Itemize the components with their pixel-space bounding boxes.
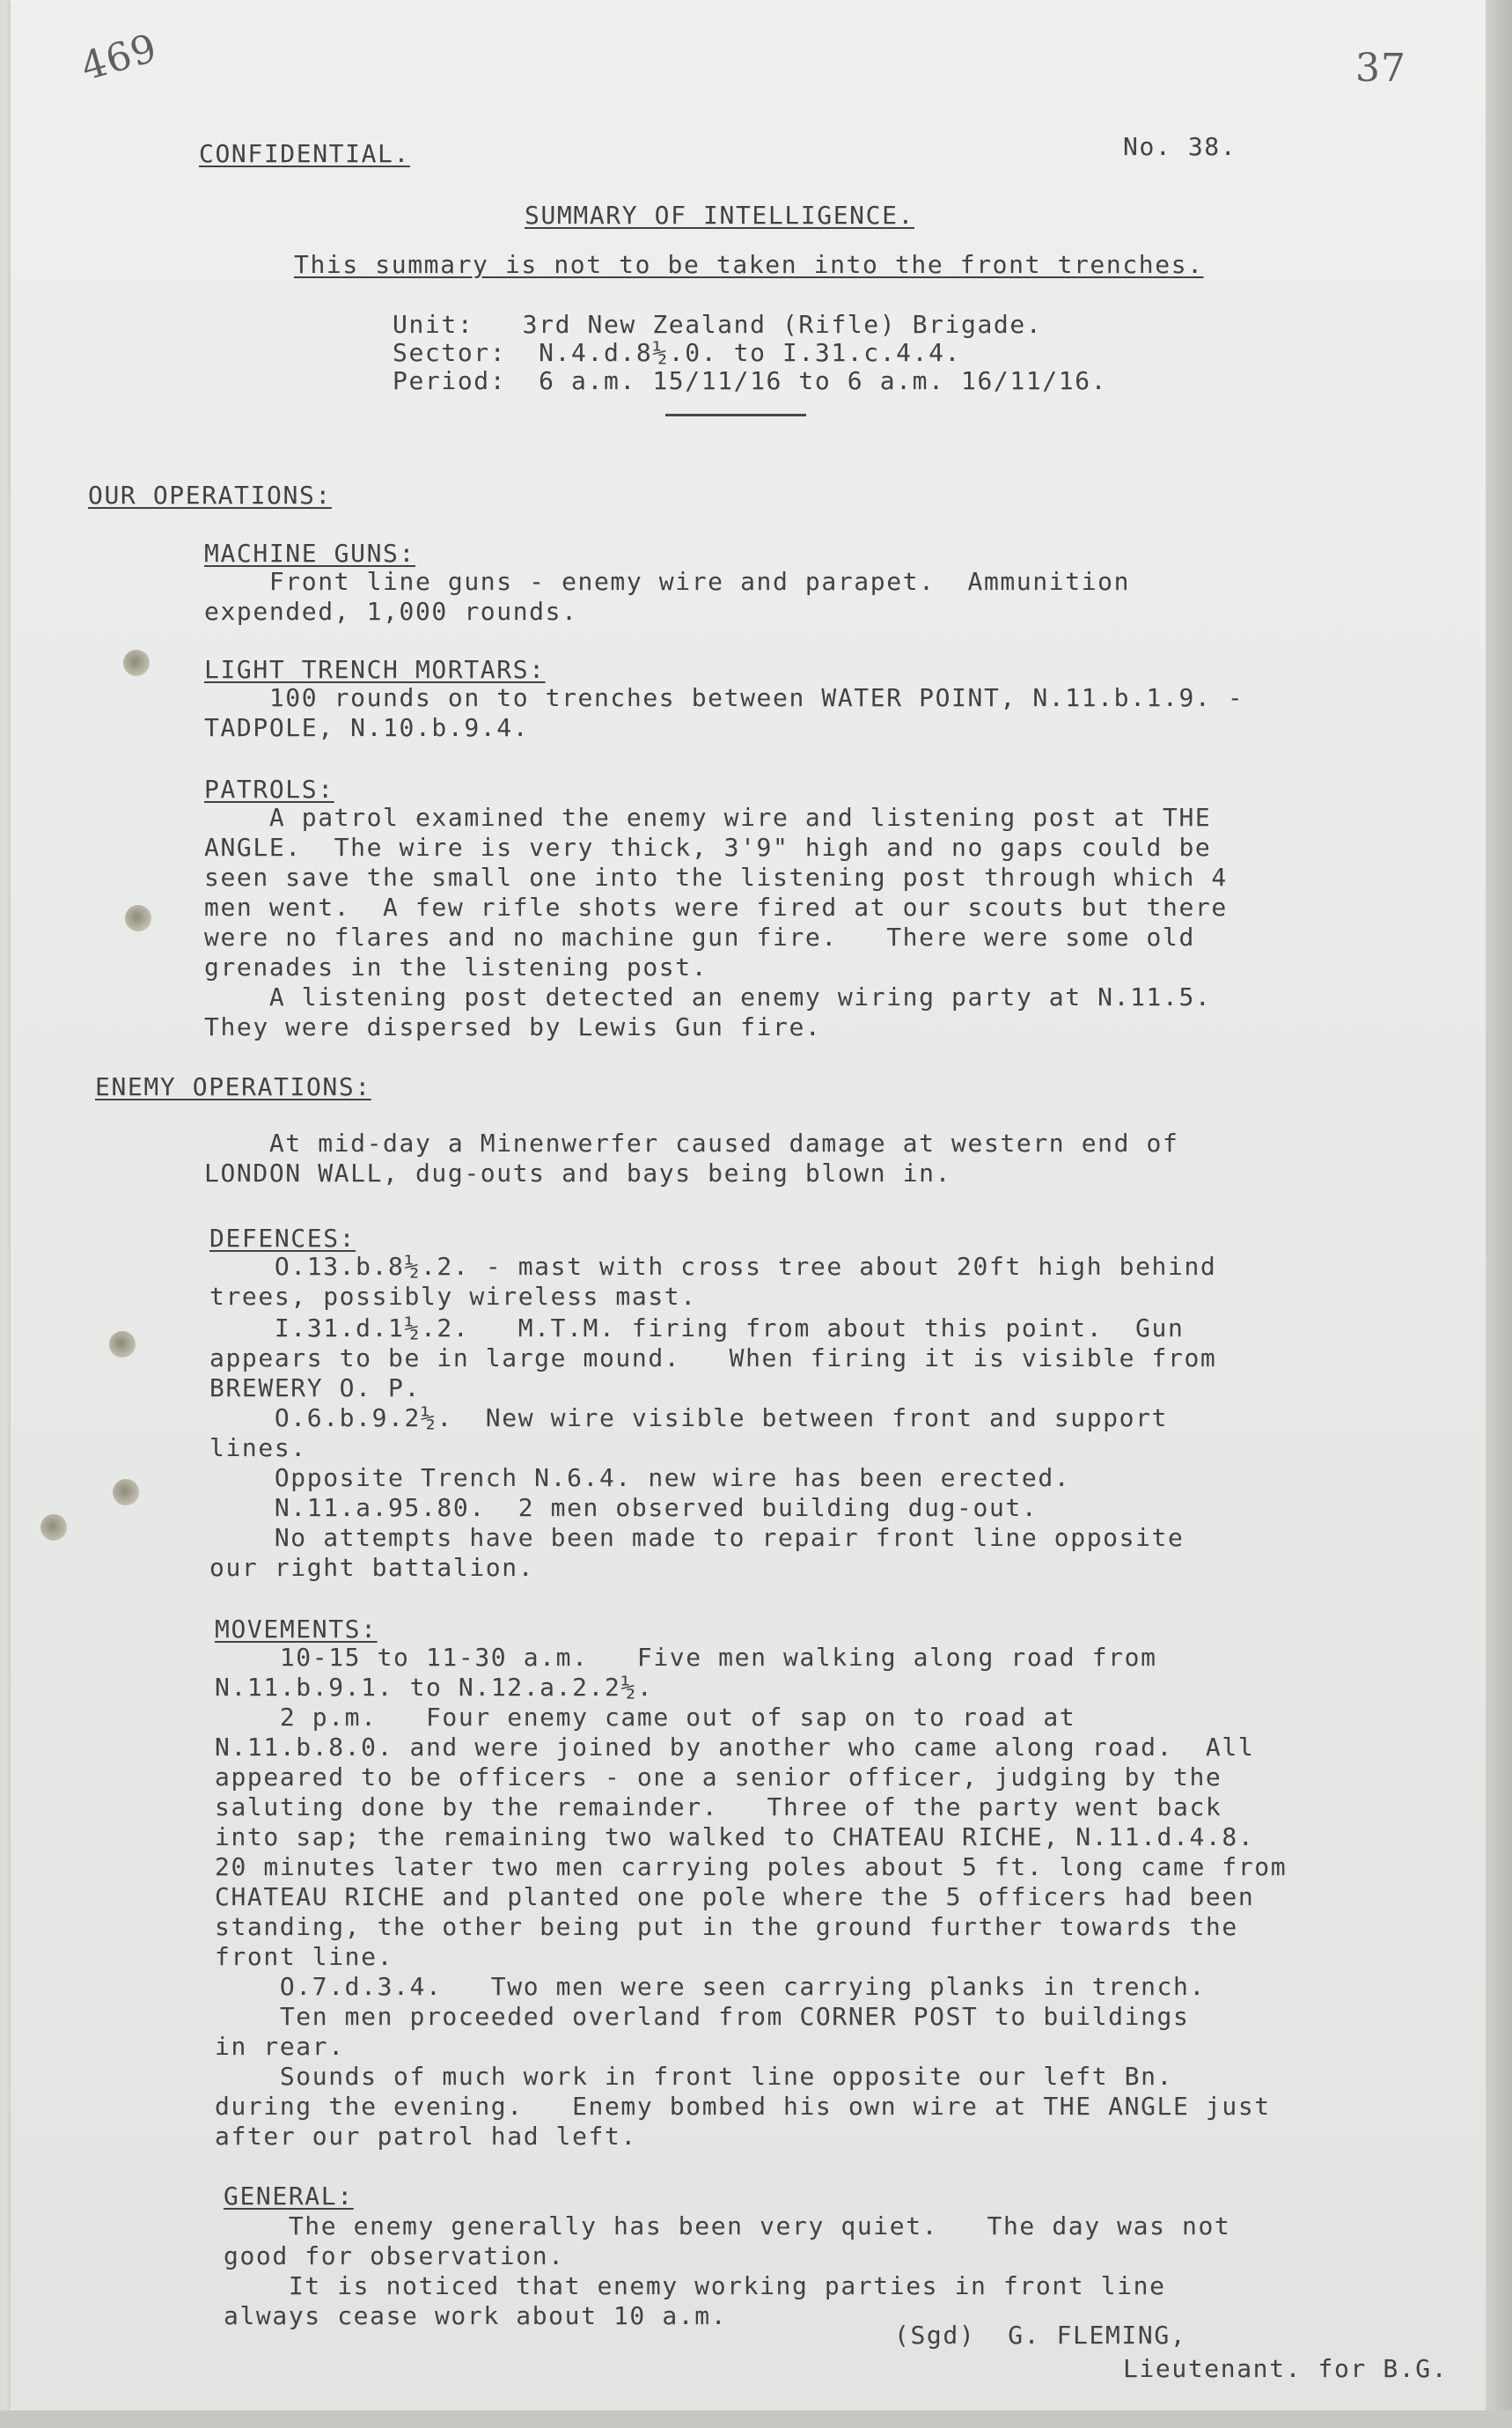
punch-hole — [123, 650, 150, 676]
text-line: O.6.b.9.2½. New wire visible between front and support — [209, 1403, 1168, 1432]
archive-number: 469 — [76, 25, 163, 91]
text-line: The enemy generally has been very quiet. The day was not — [224, 2211, 1231, 2240]
text-line: No attempts have been made to repair front line opposite — [209, 1523, 1185, 1552]
subheading-machine-guns: MACHINE GUNS: — [204, 539, 415, 568]
subheading-defences: DEFENCES: — [209, 1224, 356, 1253]
text-line: appears to be in large mound. When firing it is visible from — [209, 1343, 1217, 1372]
text-line: N.11.b.9.1. to N.12.a.2.2½. — [215, 1673, 654, 1702]
page-number: 37 — [1355, 46, 1406, 91]
text-line: LONDON WALL, dug-outs and bays being blown in. — [204, 1159, 952, 1188]
text-line: Front line guns - enemy wire and parapet. Ammunition — [204, 567, 1131, 596]
text-line: seen save the small one into the listening post through which 4 — [204, 863, 1228, 892]
text-line: saluting done by the remainder. Three of the party went back — [215, 1792, 1222, 1821]
signature-rank: Lieutenant. for B.G. — [1123, 2354, 1449, 2383]
punch-hole — [113, 1479, 139, 1505]
text-line: ANGLE. The wire is very thick, 3'9" high and no gaps could be — [204, 833, 1212, 862]
punch-hole — [125, 905, 151, 931]
text-line: Sounds of much work in front line opposite our left Bn. — [215, 2062, 1173, 2091]
signature-name: (Sgd) G. FLEMING, — [894, 2321, 1187, 2350]
text-line: A listening post detected an enemy wiring party at N.11.5. — [204, 982, 1212, 1012]
text-line: A patrol examined the enemy wire and listening post at THE — [204, 803, 1212, 832]
text-line: Ten men proceeded overland from CORNER POST to buildings — [215, 2002, 1190, 2031]
text-line: N.11.a.95.80. 2 men observed building dug-out. — [209, 1493, 1039, 1522]
text-line: were no flares and no machine gun fire. There were some old — [204, 923, 1195, 952]
page-bottom-edge — [0, 2410, 1512, 2428]
text-line: O.7.d.3.4. Two men were seen carrying planks in trench. — [215, 1972, 1206, 2001]
period-line: Period: 6 a.m. 15/11/16 to 6 a.m. 16/11/16. — [393, 366, 1108, 395]
unit-line: Unit: 3rd New Zealand (Rifle) Brigade. — [393, 310, 1043, 339]
text-line: men went. A few rifle shots were fired at our scouts but there — [204, 893, 1228, 922]
text-line: It is noticed that enemy working parties in front line — [224, 2271, 1166, 2300]
header-divider — [665, 414, 806, 416]
text-line: 2 p.m. Four enemy came out of sap on to road at — [215, 1703, 1076, 1732]
section-heading-our-operations: OUR OPERATIONS: — [88, 481, 332, 510]
text-line: during the evening. Enemy bombed his own wire at THE ANGLE just — [215, 2092, 1271, 2121]
punch-hole — [40, 1514, 67, 1541]
sector-line: Sector: N.4.d.8½.0. to I.31.c.4.4. — [393, 338, 962, 367]
text-line: front line. — [215, 1942, 394, 1971]
text-line: after our patrol had left. — [215, 2122, 637, 2151]
subheading-light-trench-mortars: LIGHT TRENCH MORTARS: — [204, 655, 546, 684]
text-line: O.13.b.8½.2. - mast with cross tree about 20ft high behind — [209, 1252, 1217, 1281]
text-line: standing, the other being put in the ground further towards the — [215, 1912, 1238, 1941]
classification-label: CONFIDENTIAL. — [199, 139, 410, 168]
text-line: 10-15 to 11-30 a.m. Five men walking along road from — [215, 1643, 1157, 1672]
summary-number: No. 38. — [1123, 132, 1237, 161]
text-line: in rear. — [215, 2032, 345, 2061]
text-line: CHATEAU RICHE and planted one pole where the 5 officers had been — [215, 1882, 1255, 1911]
subheading-patrols: PATROLS: — [204, 775, 334, 804]
text-line: into sap; the remaining two walked to CHATEAU RICHE, N.11.d.4.8. — [215, 1822, 1255, 1851]
text-line: 100 rounds on to trenches between WATER POINT, N.11.b.1.9. - — [204, 683, 1244, 712]
text-line: N.11.b.8.0. and were joined by another who came along road. All — [215, 1733, 1255, 1762]
text-line: good for observation. — [224, 2241, 565, 2270]
text-line: At mid-day a Minenwerfer caused damage at western end of — [204, 1129, 1179, 1158]
text-line: trees, possibly wireless mast. — [209, 1282, 697, 1311]
document-title: SUMMARY OF INTELLIGENCE. — [525, 201, 914, 230]
text-line: I.31.d.1½.2. M.T.M. firing from about this point. Gun — [209, 1313, 1185, 1343]
text-line: lines. — [209, 1433, 307, 1462]
punch-hole — [109, 1331, 136, 1357]
page-edge — [1486, 0, 1512, 2428]
section-heading-general: GENERAL: — [224, 2182, 354, 2211]
distribution-warning: This summary is not to be taken into the front trenches. — [294, 250, 1204, 279]
text-line: TADPOLE, N.10.b.9.4. — [204, 713, 530, 742]
text-line: always cease work about 10 a.m. — [224, 2301, 728, 2330]
section-heading-enemy-operations: ENEMY OPERATIONS: — [95, 1072, 371, 1101]
subheading-movements: MOVEMENTS: — [215, 1615, 378, 1644]
text-line: our right battalion. — [209, 1553, 535, 1582]
text-line: Opposite Trench N.6.4. new wire has been erected. — [209, 1463, 1071, 1492]
text-line: They were dispersed by Lewis Gun fire. — [204, 1012, 822, 1041]
text-line: 20 minutes later two men carrying poles about 5 ft. long came from — [215, 1852, 1288, 1881]
text-line: BREWERY O. P. — [209, 1373, 421, 1402]
text-line: grenades in the listening post. — [204, 953, 708, 982]
text-line: expended, 1,000 rounds. — [204, 597, 578, 626]
text-line: appeared to be officers - one a senior officer, judging by the — [215, 1762, 1222, 1792]
